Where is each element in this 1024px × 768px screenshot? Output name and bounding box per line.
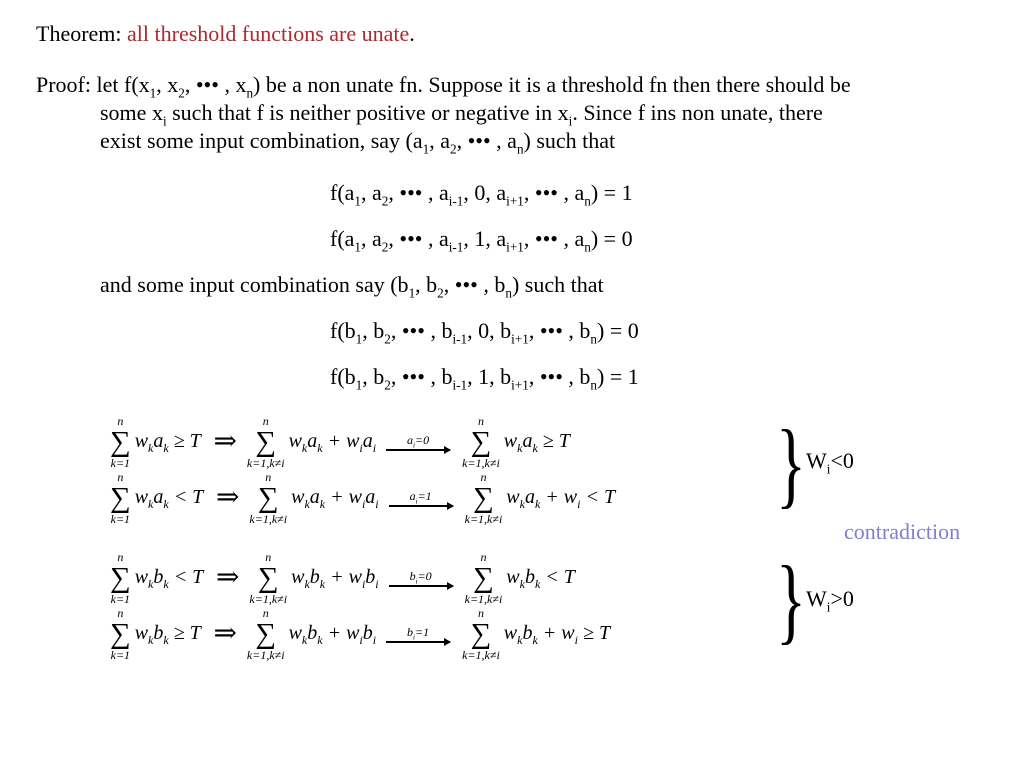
text-run: a [522, 430, 533, 452]
subscript: i [574, 633, 578, 647]
subscript: n [590, 331, 598, 347]
text-run: ) = 1 [590, 180, 633, 205]
arrow-label [409, 489, 432, 506]
subscript: 2 [449, 141, 457, 157]
subscript: 1 [149, 85, 157, 101]
sum-lower-limit: k=1 [110, 511, 131, 526]
sum-row-b-lt [108, 549, 575, 605]
sum-upper-limit: n [265, 549, 272, 564]
text-run: some x [100, 100, 163, 125]
arrow-label [407, 625, 430, 642]
sigma-icon: ∑ [110, 425, 131, 458]
sigma-icon: ∑ [110, 617, 131, 650]
text-run: + w [325, 566, 362, 588]
sum-lower-limit: k=1,k≠i [246, 455, 285, 470]
text-run: , a [361, 226, 382, 251]
text-run: + w [322, 622, 360, 644]
text-run: a [153, 486, 164, 508]
text-run: , ••• , b [528, 364, 591, 389]
summation [465, 551, 503, 606]
labeled-arrow [389, 570, 453, 586]
sigma-icon: ∑ [255, 617, 277, 650]
subscript: i [359, 633, 363, 647]
subscript: k [317, 441, 323, 455]
text-run: < T [168, 486, 208, 508]
subscript: k [148, 441, 154, 455]
text-run: ) = 0 [597, 318, 639, 343]
sum-upper-limit: n [480, 469, 487, 484]
text-run: b [409, 569, 416, 584]
text-run: b [524, 566, 535, 588]
subscript: i [361, 577, 366, 591]
text-run: + w [322, 430, 360, 452]
text-run: w [134, 486, 149, 508]
text-run: w [134, 566, 149, 588]
text-run: , b [362, 318, 385, 343]
implies-icon: ⇒ [215, 482, 240, 514]
text-run: =1 [417, 489, 432, 504]
sum-row-a-geq [108, 413, 570, 469]
subscript: k [163, 441, 169, 455]
text-run: ) such that [511, 272, 604, 297]
subscript: 1 [354, 239, 362, 255]
text-run: , 1, a [463, 226, 507, 251]
sum-lower-limit: k=1 [110, 591, 131, 606]
equation-f-a-with-1 [330, 226, 633, 255]
b-combination-line [100, 272, 604, 301]
text-run: =0 [415, 433, 430, 448]
theorem-line [36, 21, 415, 47]
text-run: w [291, 486, 305, 508]
subscript: k [148, 497, 154, 511]
subscript: i [568, 113, 573, 129]
subscript: k [304, 497, 310, 511]
weight-negative-label [806, 448, 854, 477]
subscript: k [163, 633, 169, 647]
subscript: 2 [381, 193, 389, 209]
text-run: , x [156, 72, 179, 97]
text-run: ≥ T [168, 430, 206, 452]
text-run: ≥ T [537, 430, 570, 452]
sum-lower-limit: k=1,k≠i [246, 647, 285, 662]
subscript: 2 [178, 85, 185, 101]
sum-upper-limit: n [477, 413, 484, 428]
summation [247, 607, 285, 662]
sigma-icon: ∑ [473, 561, 494, 594]
text-run: a [153, 430, 164, 452]
subscript: 1 [408, 285, 416, 301]
sigma-icon: ∑ [110, 561, 131, 594]
subscript: 1 [422, 141, 430, 157]
sum-upper-limit: n [117, 413, 124, 428]
summation [462, 415, 500, 470]
equation-f-b-with-0 [330, 318, 639, 347]
subscript: i [361, 497, 366, 511]
text-run: b [365, 566, 376, 588]
sigma-icon: ∑ [257, 561, 279, 594]
sum-lower-limit: k=1 [110, 455, 131, 470]
text-run: , ••• , b [443, 272, 506, 297]
text-run: + w [540, 486, 578, 508]
text-run: , ••• , b [390, 318, 453, 343]
text-run: w [503, 430, 518, 452]
text-run: =0 [417, 569, 432, 584]
text-run: , a [361, 180, 382, 205]
summation [462, 607, 500, 662]
subscript: n [516, 141, 524, 157]
subscript: k [517, 633, 523, 647]
arrow-shaft-icon [389, 505, 453, 506]
sum-lower-limit: k=1,k≠i [464, 591, 503, 606]
summation [247, 415, 285, 470]
sum-upper-limit: n [477, 605, 484, 620]
text-run: w [288, 622, 302, 644]
subscript: k [319, 577, 326, 591]
text-run: b [407, 625, 414, 640]
text-run: ) = 0 [590, 226, 633, 251]
arrow-label [407, 433, 430, 450]
subscript: i-1 [452, 377, 468, 393]
subscript: 1 [355, 377, 363, 393]
text-run: f(a [330, 180, 355, 205]
text-run: , ••• , a [523, 180, 585, 205]
proof-line-3 [100, 128, 616, 157]
subscript: i [413, 441, 416, 450]
text-run: , 0, b [467, 318, 512, 343]
sum-upper-limit: n [480, 549, 487, 564]
subscript: i [577, 497, 581, 511]
sum-upper-limit: n [117, 469, 124, 484]
text-run: a [309, 486, 320, 508]
proof-line-2 [100, 100, 823, 129]
sum-lower-limit: k=1 [110, 647, 131, 662]
text-run: a [307, 430, 318, 452]
subscript: k [534, 577, 541, 591]
summation [110, 415, 131, 470]
text-run: , b [362, 364, 385, 389]
subscript: i [415, 577, 418, 586]
text-run: a [365, 486, 376, 508]
theorem-period: . [409, 21, 415, 46]
subscript: k [148, 577, 154, 591]
subscript: i [826, 599, 831, 615]
summation [110, 607, 131, 662]
summation [110, 471, 131, 526]
sigma-icon: ∑ [473, 481, 494, 514]
labeled-arrow [386, 626, 450, 642]
subscript: k [534, 497, 541, 511]
sum-lower-limit: k=1,k≠i [249, 591, 288, 606]
implies-icon: ⇒ [215, 562, 240, 594]
summation [249, 551, 287, 606]
text-run: ≥ T [577, 622, 611, 644]
text-run: exist some input combination, say (a [100, 128, 423, 153]
sum-row-a-lt [108, 469, 615, 525]
subscript: i [375, 497, 379, 511]
text-run: , a [429, 128, 450, 153]
subscript: k [148, 633, 154, 647]
contradiction-label: contradiction [844, 519, 961, 544]
subscript: i+1 [511, 377, 529, 393]
text-run: f(b [330, 318, 356, 343]
subscript: n [505, 285, 512, 301]
sigma-icon: ∑ [255, 425, 277, 458]
equation-f-a-with-0 [330, 180, 633, 209]
subscript: k [519, 577, 525, 591]
text-run: a [362, 430, 373, 452]
text-run: , ••• , a [456, 128, 517, 153]
subscript: 2 [384, 377, 391, 393]
text-run: w [506, 566, 520, 588]
subscript: k [519, 497, 525, 511]
subscript: i [372, 441, 377, 455]
sigma-icon: ∑ [470, 425, 492, 458]
text-run: , ••• , a [523, 226, 585, 251]
text-run: , ••• , b [528, 318, 591, 343]
text-run: a [407, 433, 414, 448]
sum-row-b-geq [108, 605, 610, 661]
subscript: i-1 [452, 331, 468, 347]
text-run: ≥ T [168, 622, 206, 644]
text-run: , 0, a [463, 180, 507, 205]
subscript: i [162, 113, 167, 129]
text-run: b [153, 566, 164, 588]
subscript: i [375, 577, 379, 591]
subscript: i [413, 633, 416, 642]
labeled-arrow [386, 434, 450, 450]
arrow-shaft-icon [386, 641, 450, 642]
text-run: a [409, 489, 416, 504]
text-run: , b [415, 272, 438, 297]
text-run: ) be a non unate fn. Suppose it is a threshold fn then there should be [253, 72, 851, 97]
subscript: i-1 [448, 193, 464, 209]
subscript: i+1 [511, 331, 529, 347]
sum-upper-limit: n [262, 413, 269, 428]
text-run: b [362, 622, 373, 644]
text-run: W [806, 448, 827, 473]
sum-upper-limit: n [117, 549, 124, 564]
text-run: w [291, 566, 305, 588]
sum-lower-limit: k=1,k≠i [462, 455, 500, 470]
proof-line-1 [36, 72, 851, 101]
subscript: i [359, 441, 363, 455]
text-run: <0 [830, 448, 854, 473]
text-run: + w [537, 622, 575, 644]
text-run: b [307, 622, 318, 644]
theorem-prefix: Theorem: [36, 21, 128, 46]
implies-icon: ⇒ [213, 618, 237, 650]
subscript: 1 [355, 331, 363, 347]
text-run: b [309, 566, 320, 588]
text-run: , ••• , x [184, 72, 247, 97]
text-run: and some input combination say (b [100, 272, 409, 297]
text-run: < T [580, 486, 616, 508]
text-run: ) = 1 [597, 364, 639, 389]
text-run: W [806, 586, 827, 611]
arrow-shaft-icon [389, 585, 453, 586]
text-run: a [524, 486, 535, 508]
subscript: k [301, 633, 308, 647]
subscript: k [301, 441, 308, 455]
text-run: w [288, 430, 302, 452]
text-run: f(a [330, 226, 355, 251]
subscript: k [517, 441, 523, 455]
equation-f-b-with-1 [330, 364, 639, 393]
subscript: n [246, 85, 254, 101]
brace-b-icon: } [776, 546, 806, 653]
subscript: i-1 [448, 239, 464, 255]
subscript: k [532, 441, 538, 455]
subscript: n [584, 239, 591, 255]
text-run: < T [168, 566, 208, 588]
arrow-label [409, 569, 432, 586]
sum-lower-limit: k=1,k≠i [464, 511, 503, 526]
subscript: i [415, 497, 418, 506]
subscript: 2 [381, 239, 389, 255]
subscript: i+1 [506, 239, 524, 255]
theorem-statement: all threshold functions are unate [127, 21, 410, 46]
text-run: , ••• , a [388, 226, 449, 251]
text-run: f(b [330, 364, 356, 389]
subscript: 2 [384, 331, 391, 347]
sigma-icon: ∑ [110, 481, 131, 514]
sum-upper-limit: n [262, 605, 269, 620]
text-run: w [503, 622, 518, 644]
subscript: k [304, 577, 310, 591]
text-run: w [506, 486, 520, 508]
subscript: 1 [354, 193, 362, 209]
sum-upper-limit: n [265, 469, 272, 484]
labeled-arrow [389, 490, 453, 506]
text-run: Proof: let f(x [36, 72, 150, 97]
text-run: , ••• , b [390, 364, 453, 389]
text-run: =1 [415, 625, 430, 640]
summation [249, 471, 287, 526]
text-run: + w [325, 486, 362, 508]
text-run: such that f is neither positive or negative in x [166, 100, 569, 125]
text-run: , ••• , a [388, 180, 449, 205]
summation [465, 471, 503, 526]
sum-upper-limit: n [117, 605, 124, 620]
text-run: , 1, b [467, 364, 512, 389]
implies-icon: ⇒ [213, 426, 237, 458]
subscript: i [372, 633, 377, 647]
text-run: >0 [830, 586, 854, 611]
subscript: 2 [437, 285, 444, 301]
subscript: n [584, 193, 591, 209]
text-run: w [134, 430, 149, 452]
text-run: ) such that [523, 128, 616, 153]
summation [110, 551, 131, 606]
text-run: b [153, 622, 164, 644]
text-run: b [522, 622, 533, 644]
subscript: n [590, 377, 598, 393]
subscript: k [532, 633, 538, 647]
brace-a-icon: } [776, 410, 806, 517]
subscript: k [319, 497, 326, 511]
subscript: i+1 [506, 193, 524, 209]
sum-lower-limit: k=1,k≠i [249, 511, 288, 526]
arrow-shaft-icon [386, 449, 450, 450]
text-run: . Since f ins non unate, there [572, 100, 823, 125]
subscript: k [163, 497, 169, 511]
text-run: < T [540, 566, 575, 588]
subscript: k [317, 633, 323, 647]
subscript: i [826, 461, 831, 477]
sigma-icon: ∑ [470, 617, 492, 650]
text-run: w [134, 622, 149, 644]
subscript: k [163, 577, 169, 591]
sum-lower-limit: k=1,k≠i [462, 647, 500, 662]
sigma-icon: ∑ [257, 481, 279, 514]
weight-positive-label [806, 586, 854, 615]
